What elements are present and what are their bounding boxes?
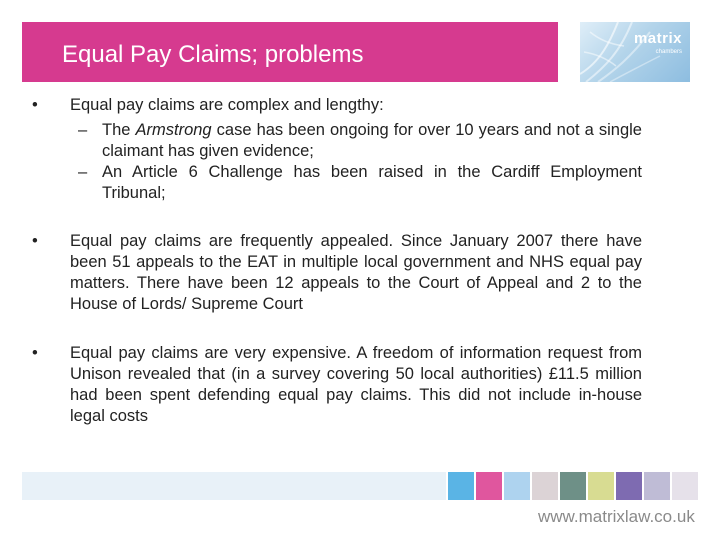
sub-bullet-text: case has been ongoing for over 10 years and not a single claimant has given evidence; xyxy=(102,121,642,160)
slide-content xyxy=(22,95,642,427)
bullet-text: Equal pay claims are complex and lengthy: xyxy=(70,96,384,114)
sub-bullet-list xyxy=(70,120,642,204)
color-swatch xyxy=(616,472,642,500)
color-swatch xyxy=(476,472,502,500)
slide-title: Equal Pay Claims; problems xyxy=(62,41,364,68)
bullet-item xyxy=(22,343,642,427)
logo-brand: matrix xyxy=(633,30,682,47)
color-swatch xyxy=(448,472,474,500)
logo-subtitle: chambers xyxy=(655,49,682,55)
footer-band xyxy=(22,472,446,500)
color-swatch xyxy=(672,472,698,500)
dash-icon: – xyxy=(78,121,88,139)
color-swatch xyxy=(644,472,670,500)
footer-color-bar xyxy=(22,472,698,500)
sub-bullet-text: The xyxy=(102,121,136,139)
bullet-text: Equal pay claims are very expensive. A freedom of information request from Unison revealed that (in a survey covering 50 local authorities) £11.5 million had been spent defending equal pay claims. This did not include in-house legal costs xyxy=(70,344,642,425)
sub-bullet-text: An Article 6 Challenge has been raised in the Cardiff Employment Tribunal; xyxy=(102,163,642,202)
color-swatch xyxy=(560,472,586,500)
dash-icon: – xyxy=(78,163,88,181)
color-swatch xyxy=(504,472,530,500)
website-url: www.matrixlaw.co.uk xyxy=(538,507,695,526)
bullet-text: Equal pay claims are frequently appealed. Since January 2007 there have been 51 appeals to the EAT in multiple local government and NHS equal pay matters. There have been 12 appeals to the Court of Appeal and 2 to the House of Lords/ Supreme Court xyxy=(70,232,642,313)
color-swatch xyxy=(588,472,614,500)
color-swatch xyxy=(532,472,558,500)
bullet-item xyxy=(22,231,642,315)
bullet-item xyxy=(22,95,642,204)
bullet-icon: • xyxy=(32,344,38,362)
bullet-icon: • xyxy=(32,96,38,114)
color-swatches xyxy=(446,472,698,500)
sub-bullet-item xyxy=(70,120,642,162)
matrix-chambers-logo xyxy=(580,22,690,82)
case-name: Armstrong xyxy=(135,121,212,139)
sub-bullet-item xyxy=(70,162,642,204)
bullet-icon: • xyxy=(32,232,38,250)
title-bar xyxy=(22,22,558,82)
